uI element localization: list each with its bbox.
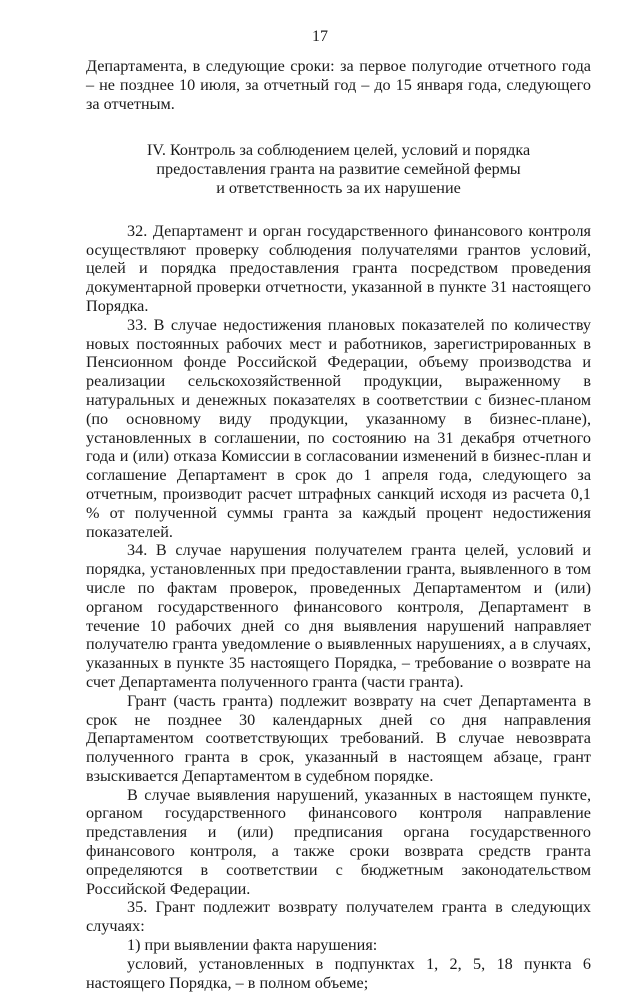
list-item-conditions: условий, установленных в подпунктах 1, 2, 5, 18 пункта 6 настоящего Порядка, – в полном объеме; xyxy=(86,954,591,992)
paragraph-grant-return: Грант (часть гранта) подлежит возврату на счет Департамента в срок не позднее 30 календарных дней со дня направления Департаментом соответствующих требований. В случае невозврата полученного гранта в срок, указанный в настоящем абзаце, грант взыскивается Департаментом в судебном порядке. xyxy=(86,691,591,785)
section-heading-line: и ответственность за их нарушение xyxy=(216,178,461,197)
section-heading-line: предоставления гранта на развитие семейной фермы xyxy=(156,160,521,179)
intro-paragraph: Департамента, в следующие сроки: за первое полугодие отчетного года – не позднее 10 июля, за отчетный год – до 15 января года, следующего за отчетным. xyxy=(86,57,591,113)
paragraph-33: 33. В случае недостижения плановых показателей по количеству новых постоянных рабочих мест и работников, зарегистрированных в Пенсионном фонде Российской Федерации, объему производства и реализации сельскохозяйственной продукции, выраженному в натуральных и денежных показателях в соответствии с бизнес-планом (по основному виду продукции, указанному в бизнес-плане), установленных в соглашении, по состоянию на 31 декабря отчетного года и (или) отказа Комиссии в согласовании изменений в бизнес-план и соглашение Департамент в срок до 1 апреля года, следующего за отчетным, производит расчет штрафных санкций исходя из расчета 0,1 % от полученной суммы гранта за каждый процент недостижения показателей. xyxy=(86,315,591,541)
page-number: 17 xyxy=(312,28,328,45)
section-heading-line: IV. Контроль за соблюдением целей, условий и порядка xyxy=(146,141,531,160)
paragraph-35: 35. Грант подлежит возврату получателем гранта в следующих случаях: xyxy=(86,898,591,936)
paragraph-34: 34. В случае нарушения получателем гранта целей, условий и порядка, установленных при предоставлении гранта, выявленного в том числе по фактам проверок, проведенных Департаментом и (или) органом государственного финансового контроля, Департамент в течение 10 рабочих дней со дня выявления нарушений направляет получателю гранта уведомление о выявленных нарушениях, а в случаях, указанных в пункте 35 настоящего Порядка, – требование о возврате на счет Департамента полученного гранта (части гранта). xyxy=(86,541,591,691)
section-heading xyxy=(86,141,591,197)
paragraph-32: 32. Департамент и орган государственного финансового контроля осуществляют проверку соблюдения получателями грантов условий, целей и порядка предоставления гранта посредством проведения документарной проверки отчетности, указанной в пункте 31 настоящего Порядка. xyxy=(86,221,591,315)
list-item-1: 1) при выявлении факта нарушения: xyxy=(127,936,378,955)
paragraph-violations: В случае выявления нарушений, указанных в настоящем пункте, органом государственного финансового контроля направление представления и (или) предписания органа государственного финансового контроля, а также сроки возврата средств гранта определяются в соответствии с бюджетным законодательством Российской Федерации. xyxy=(86,785,591,898)
document-body xyxy=(86,57,591,992)
